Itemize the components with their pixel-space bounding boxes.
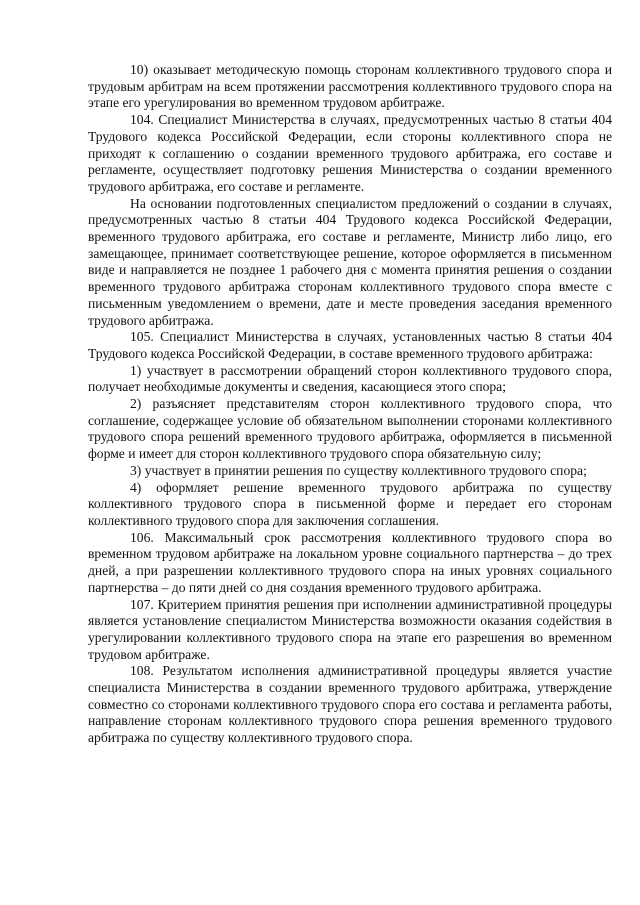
paragraph-105-item-2: 2) разъясняет представителям сторон коллективного трудового спора, что соглашение, содержащее условие об обязательном выполнении сторонами коллективного трудового спора решений временного трудового арбитража, оформляется в письменной форме и имеет для сторон коллективного трудового спора обязательную силу; [88, 396, 612, 462]
paragraph-106: 106. Максимальный срок рассмотрения коллективного трудового спора во временном трудовом арбитраже на локальном уровне социального партнерства – до трех дней, а при разрешении коллективного трудового спора на иных уровнях социального партнерства – до пяти дней со дня создания временного трудового арбитража. [88, 529, 612, 595]
paragraph-104-decision: На основании подготовленных специалистом предложений о создании в случаях, предусмотренных частью 8 статьи 404 Трудового кодекса Российской Федерации, временного трудового арбитража, его составе и регламенте, Министр либо лицо, его замещающее, принимает соответствующее решение, которое оформляется в письменном виде и направляется не позднее 1 рабочего дня с момента принятия решения о создании временного трудового арбитража сторонам коллективного трудового спора вместе с письменным уведомлением о времени, дате и месте проведения заседания временного трудового арбитража. [88, 195, 612, 328]
paragraph-item-10: 10) оказывает методическую помощь сторонам коллективного трудового спора и трудовым арбитрам на всем протяжении рассмотрения коллективного трудового спора на этапе его урегулирования во временном трудовом арбитраже. [88, 62, 612, 111]
document-page [88, 62, 612, 747]
paragraph-108: 108. Результатом исполнения административной процедуры является участие специалиста Министерства в создании временного трудового арбитража, утверждение совместно со сторонами коллективного трудового спора его состава и регламента работы, направление сторонам коллективного трудового спора решения временного трудового арбитража по существу коллективного трудового спора. [88, 663, 612, 746]
paragraph-105-item-1: 1) участвует в рассмотрении обращений сторон коллективного трудового спора, получает необходимые документы и сведения, касающиеся этого спора; [88, 362, 612, 395]
paragraph-105: 105. Специалист Министерства в случаях, установленных частью 8 статьи 404 Трудового кодекса Российской Федерации, в составе временного трудового арбитража: [88, 329, 612, 361]
paragraph-107: 107. Критерием принятия решения при исполнении административной процедуры является установление специалистом Министерства возможности оказания содействия в урегулировании коллективного трудового спора на этапе его разрешения во временном трудовом арбитраже. [88, 596, 612, 662]
paragraph-105-item-3: 3) участвует в принятии решения по существу коллективного трудового спора; [130, 462, 587, 478]
paragraph-105-item-4: 4) оформляет решение временного трудового арбитража по существу коллективного трудового спора в письменной форме и передает его сторонам коллективного трудового спора для заключения соглашения. [88, 479, 612, 528]
paragraph-104: 104. Специалист Министерства в случаях, предусмотренных частью 8 статьи 404 Трудового кодекса Российской Федерации, если стороны коллективного спора не приходят к соглашению о создании временного трудового арбитража, его составе и регламенте, осуществляет подготовку решения Министерства о создании временного трудового арбитража, его составе и регламенте. [88, 112, 612, 194]
